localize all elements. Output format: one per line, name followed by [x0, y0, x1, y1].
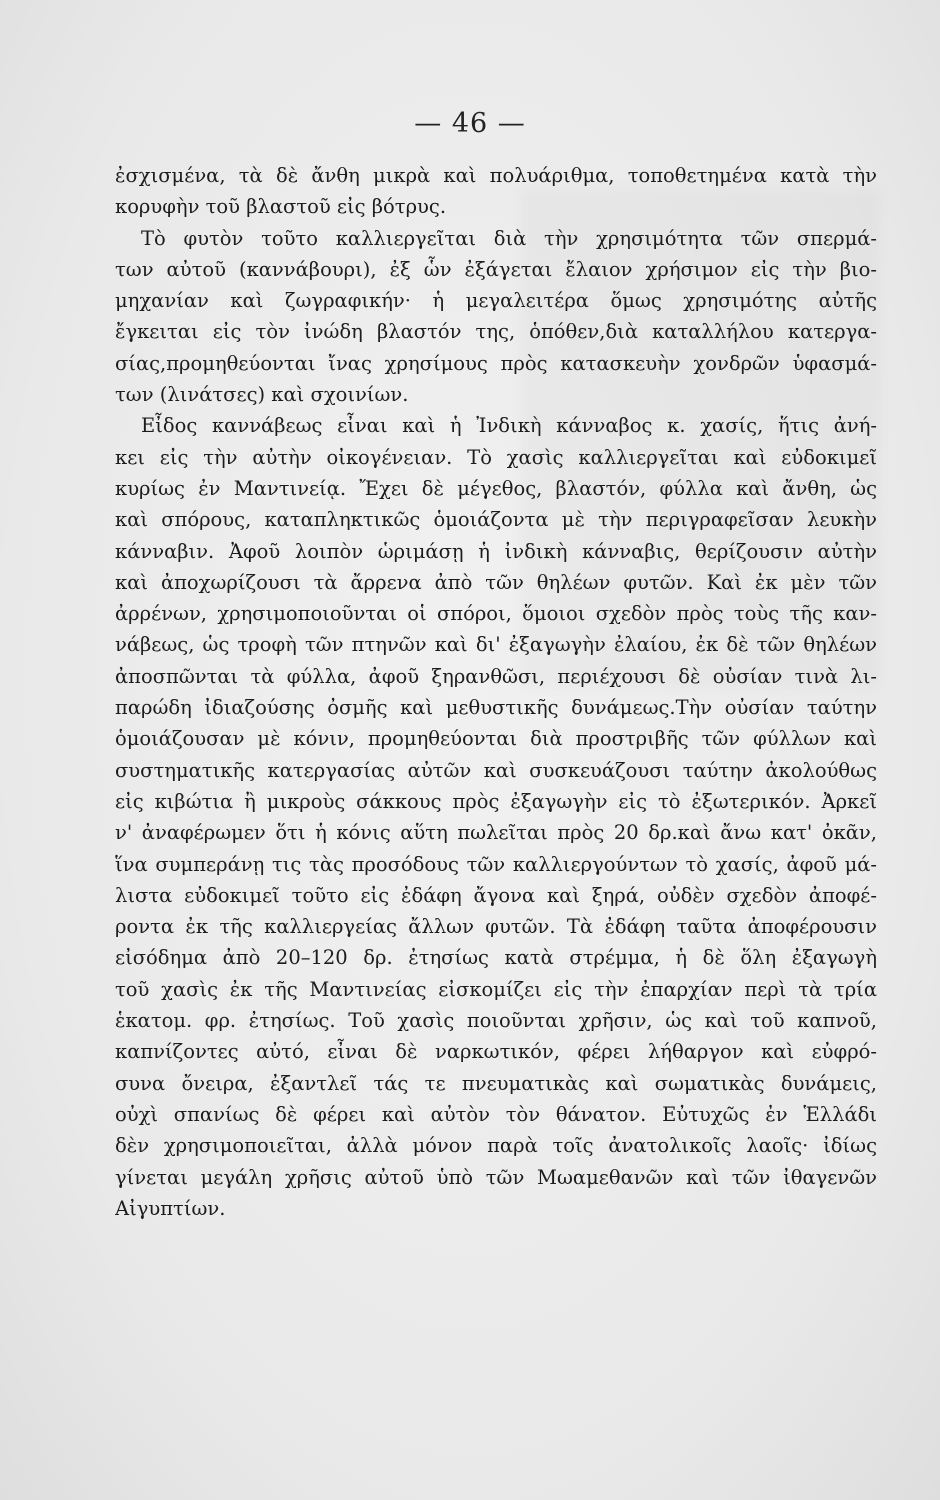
text-line: τοῦ χασὶς ἐκ τῆς Μαντινείας εἰσκομίζει εἰς τὴν ἐπαρχίαν περὶ τὰ τρία: [115, 977, 877, 1001]
text-line: εἰς κιβώτια ἢ μικροὺς σάκκους πρὸς ἐξαγωγὴν εἰς τὸ ἐξωτερικόν. Ἀρκεῖ: [115, 789, 877, 813]
text-line: Εἶδος καννάβεως εἶναι καὶ ἡ Ἰνδικὴ κάνναβος κ. χασίς, ἥτις ἀνή-: [141, 414, 877, 438]
text-line: παρώδη ἰδιαζούσης ὀσμῆς καὶ μεθυστικῆς δυνάμεως.Τὴν οὐσίαν ταύτην: [115, 696, 877, 720]
text-line: ροντα ἐκ τῆς καλλιεργείας ἄλλων φυτῶν. Τὰ ἐδάφη ταῦτα ἀποφέρουσιν: [115, 915, 877, 939]
text-line: μηχανίαν καὶ ζωγραφικήν· ἡ μεγαλειτέρα ὅμως χρησιμότης αὐτῆς: [115, 289, 877, 313]
text-line: συστηματικῆς κατεργασίας αὐτῶν καὶ συσκευάζουσι ταύτην ἀκολούθως: [115, 758, 877, 782]
text-line: εἰσόδημα ἀπὸ 20–120 δρ. ἐτησίως κατὰ στρέμμα, ἡ δὲ ὅλη ἐξαγωγὴ: [115, 946, 877, 970]
text-line: ἀποσπῶνται τὰ φύλλα, ἀφοῦ ξηρανθῶσι, περιέχουσι δὲ οὐσίαν τινὰ λι-: [115, 664, 877, 688]
page-number: — 46 —: [414, 108, 526, 139]
text-line: καπνίζοντες αὐτό, εἶναι δὲ ναρκωτικόν, φέρει λήθαργον καὶ εὐφρό-: [115, 1040, 877, 1064]
text-line: νάβεως, ὡς τροφὴ τῶν πτηνῶν καὶ δι' ἐξαγωγὴν ἐλαίου, ἐκ δὲ τῶν θηλέων: [115, 633, 877, 657]
text-line: συνα ὄνειρα, ἐξαντλεῖ τάς τε πνευματικὰς καὶ σωματικὰς δυνάμεις,: [115, 1071, 877, 1095]
text-line: κυρίως ἐν Μαντινείᾳ. Ἔχει δὲ μέγεθος, βλαστόν, φύλλα καὶ ἄνθη, ὡς: [115, 476, 877, 500]
text-line: κάνναβιν. Ἀφοῦ λοιπὸν ὡριμάσῃ ἡ ἰνδικὴ κάνναβις, θερίζουσιν αὐτὴν: [115, 539, 877, 563]
text-line: των αὐτοῦ (καννάβουρι), ἐξ ὧν ἐξάγεται ἔλαιον χρήσιμον εἰς τὴν βιο-: [115, 257, 877, 281]
text-line: ἐσχισμένα, τὰ δὲ ἄνθη μικρὰ καὶ πολυάριθμα, τοποθετημένα κατὰ τὴν: [115, 164, 877, 187]
text-line: καὶ ἀποχωρίζουσι τὰ ἄρρενα ἀπὸ τῶν θηλέων φυτῶν. Καὶ ἐκ μὲν τῶν: [115, 570, 877, 594]
text-line: σίας,προμηθεύονται ἴνας χρησίμους πρὸς κατασκευὴν χονδρῶν ὑφασμά-: [115, 351, 877, 375]
text-line: ἑκατομ. φρ. ἐτησίως. Τοῦ χασὶς ποιοῦνται χρῆσιν, ὡς καὶ τοῦ καπνοῦ,: [115, 1009, 877, 1033]
text-line: των (λινάτσες) καὶ σχοινίων.: [115, 383, 409, 407]
text-line: δὲν χρησιμοποιεῖται, ἀλλὰ μόνον παρὰ τοῖς ἀνατολικοῖς λαοῖς· ἰδίως: [115, 1134, 877, 1158]
text-line: ἵνα συμπεράνῃ τις τὰς προσόδους τῶν καλλιεργούντων τὸ χασίς, ἀφοῦ μά-: [115, 852, 877, 876]
text-line: καὶ σπόρους, καταπληκτικῶς ὁμοιάζοντα μὲ τὴν περιγραφεῖσαν λευκὴν: [115, 508, 877, 532]
text-line: οὐχὶ σπανίως δὲ φέρει καὶ αὐτὸν τὸν θάνατον. Εὐτυχῶς ἐν Ἑλλάδι: [115, 1102, 877, 1126]
text-line: λιστα εὐδοκιμεῖ τοῦτο εἰς ἐδάφη ἄγονα καὶ ξηρά, οὐδὲν σχεδὸν ἀποφέ-: [115, 883, 877, 907]
text-line: κει εἰς τὴν αὐτὴν οἰκογένειαν. Τὸ χασὶς καλλιεργεῖται καὶ εὐδοκιμεῖ: [115, 445, 877, 469]
text-line: Αἰγυπτίων.: [115, 1196, 226, 1220]
text-line: ἀρρένων, χρησιμοποιοῦνται οἱ σπόροι, ὅμοιοι σχεδὸν πρὸς τοὺς τῆς καν-: [115, 602, 877, 626]
text-line: Τὸ φυτὸν τοῦτο καλλιεργεῖται διὰ τὴν χρησιμότητα τῶν σπερμά-: [141, 226, 877, 250]
text-line: ὁμοιάζουσαν μὲ κόνιν, προμηθεύονται διὰ προστριβῆς τῶν φύλλων καὶ: [115, 727, 877, 751]
body-text: [115, 160, 877, 1224]
text-line: γίνεται μεγάλη χρῆσις αὐτοῦ ὑπὸ τῶν Μωαμεθανῶν καὶ τῶν ἰθαγενῶν: [115, 1165, 877, 1189]
text-line: ν' ἀναφέρωμεν ὅτι ἡ κόνις αὕτη πωλεῖται πρὸς 20 δρ.καὶ ἄνω κατ' ὀκᾶν,: [115, 821, 877, 845]
text-line: ἔγκειται εἰς τὸν ἰνώδη βλαστόν της, ὁπόθεν,διὰ καταλλήλου κατεργα-: [115, 320, 877, 344]
text-line: κορυφὴν τοῦ βλαστοῦ εἰς βότρυς.: [115, 195, 447, 219]
